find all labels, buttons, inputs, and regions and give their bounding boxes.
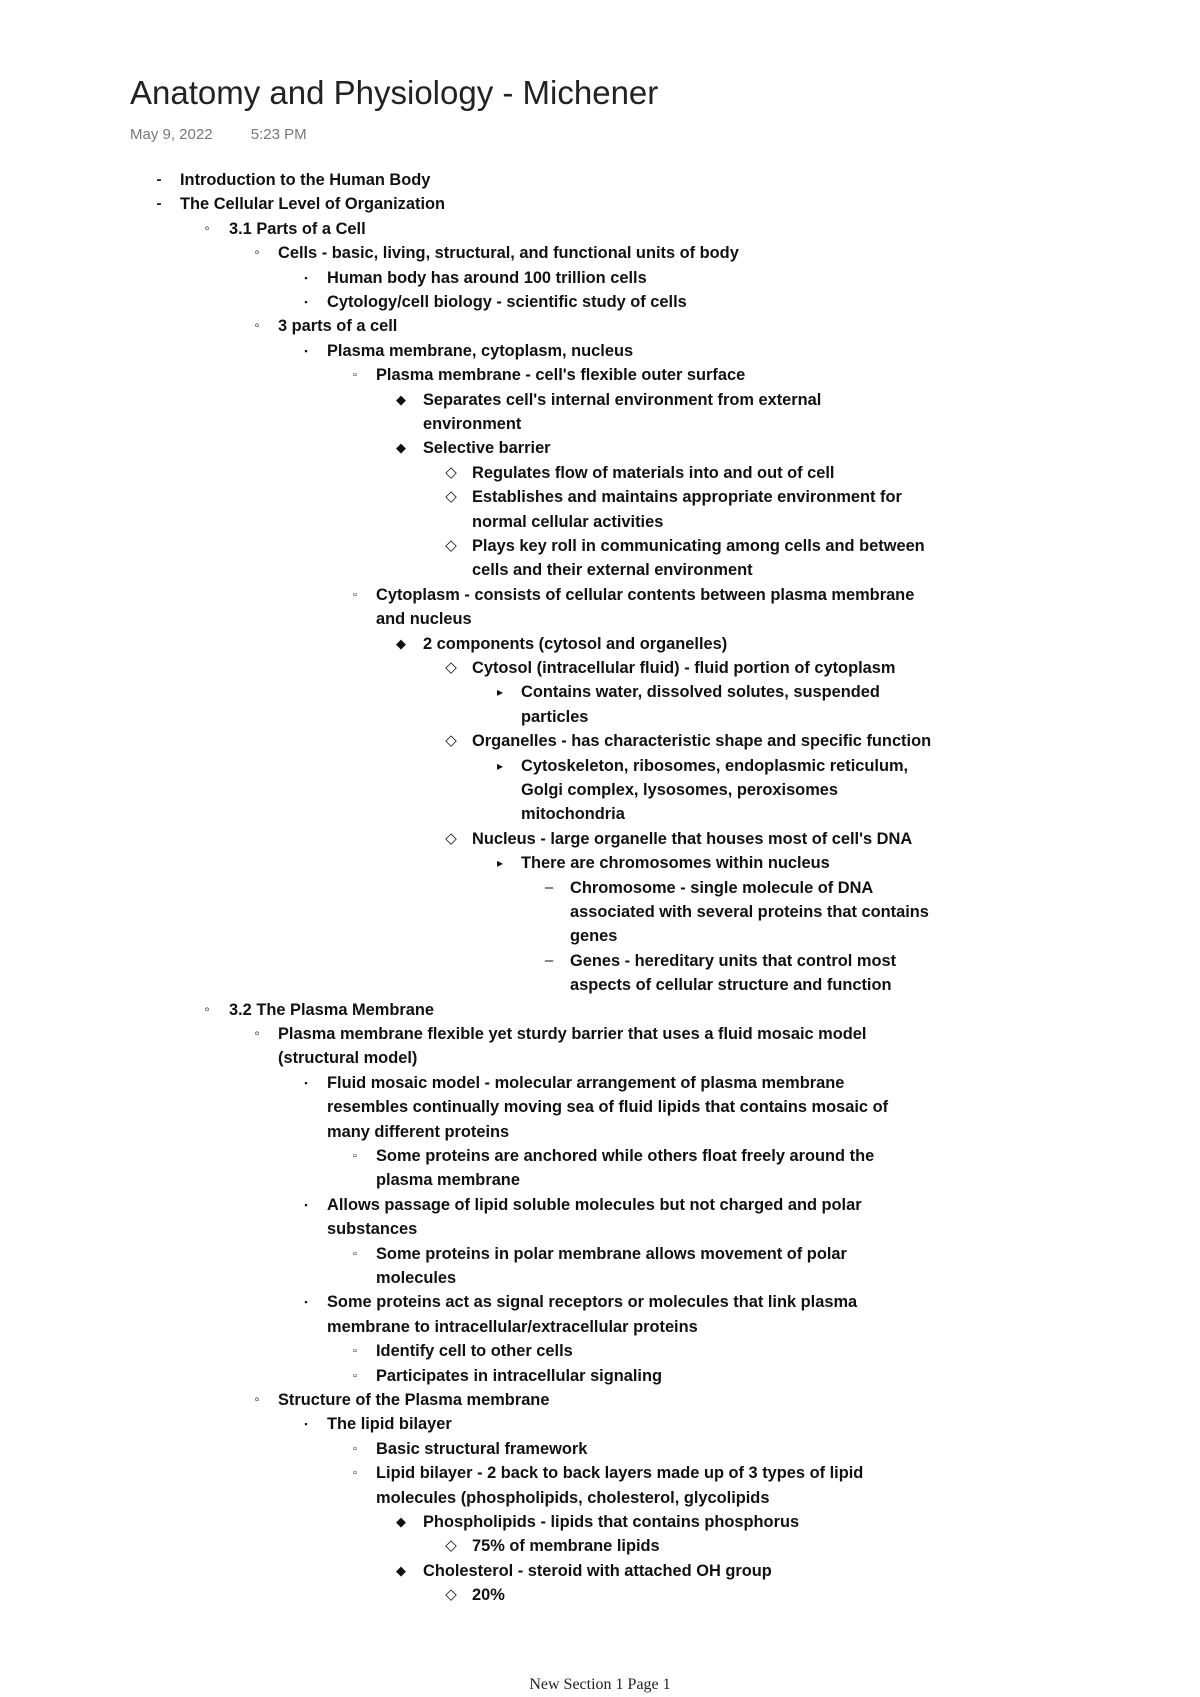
page-title: Anatomy and Physiology - Michener xyxy=(130,74,659,111)
dash-bullet-icon: - xyxy=(156,171,162,188)
hollow-circle-bullet-icon: ◦ xyxy=(204,1000,210,1018)
outline-item-continuation: genes xyxy=(570,927,618,946)
outline-item: Identify cell to other cells xyxy=(376,1342,573,1361)
page-date: May 9, 2022 xyxy=(130,126,213,143)
small-square-bullet-icon: ▪ xyxy=(304,272,308,283)
outline-item: Structure of the Plasma membrane xyxy=(278,1391,550,1409)
small-square-bullet-icon: ▪ xyxy=(304,1419,308,1430)
outline-item: Participates in intracellular signaling xyxy=(376,1366,663,1385)
outline-item: Contains water, dissolved solutes, suspended xyxy=(521,683,880,702)
outline-item: Regulates flow of materials into and out of cell xyxy=(472,463,835,482)
outline-item-continuation: molecules (phospholipids, cholesterol, glycolipids xyxy=(376,1488,770,1507)
outline-item: 2 components (cytosol and organelles) xyxy=(423,634,728,653)
hollow-square-bullet-icon: ▫ xyxy=(353,588,357,601)
outline-item: Plasma membrane, cytoplasm, nucleus xyxy=(327,341,634,360)
outline-item: Plasma membrane - cell's flexible outer surface xyxy=(376,366,746,385)
outline-item: Introduction to the Human Body xyxy=(180,171,431,189)
outline-item: Genes - hereditary units that control most xyxy=(570,951,897,970)
diamond-hollow-bullet-icon: ◇ xyxy=(445,537,457,554)
outline-item-continuation: cells and their external environment xyxy=(472,561,753,580)
outline-item: Separates cell's internal environment from external xyxy=(423,390,822,409)
outline-item: 20% xyxy=(472,1586,505,1605)
outline-item: The Cellular Level of Organization xyxy=(180,195,446,214)
hollow-square-bullet-icon: ▫ xyxy=(353,1467,357,1480)
outline-item-continuation: substances xyxy=(327,1220,418,1239)
diamond-hollow-bullet-icon: ◇ xyxy=(445,659,457,676)
diamond-hollow-bullet-icon: ◇ xyxy=(445,1586,457,1604)
outline-item: Nucleus - large organelle that houses most of cell's DNA xyxy=(472,829,913,848)
outline-item: Cytosol (intracellular fluid) - fluid portion of cytoplasm xyxy=(472,659,896,677)
small-square-bullet-icon: ▪ xyxy=(304,1077,308,1088)
outline-item: Fluid mosaic model - molecular arrangement of plasma membrane xyxy=(327,1073,845,1092)
hollow-square-bullet-icon: ▫ xyxy=(353,369,357,382)
outline-item: 75% of membrane lipids xyxy=(472,1537,660,1556)
outline-item: Cytology/cell biology - scientific study of cells xyxy=(327,293,687,311)
outline-item-continuation: Golgi complex, lysosomes, peroxisomes xyxy=(521,781,839,799)
diamond-hollow-bullet-icon: ◇ xyxy=(445,1537,457,1555)
outline-item-continuation: normal cellular activities xyxy=(472,512,664,531)
outline-item: Chromosome - single molecule of DNA xyxy=(570,878,874,897)
outline-item-continuation: associated with several proteins that contains xyxy=(570,903,929,921)
outline-item: Lipid bilayer - 2 back to back layers made up of 3 types of lipid xyxy=(376,1464,864,1483)
diamond-filled-bullet-icon: ◆ xyxy=(396,1514,406,1529)
small-square-bullet-icon: ▪ xyxy=(304,297,308,307)
triangle-bullet-icon: ▸ xyxy=(496,685,504,700)
outline-item: Plays key roll in communicating among cells and between xyxy=(472,537,925,555)
diamond-filled-bullet-icon: ◆ xyxy=(396,1562,406,1578)
outline-item: Selective barrier xyxy=(423,439,551,458)
diamond-filled-bullet-icon: ◆ xyxy=(396,391,406,407)
hollow-circle-bullet-icon: ◦ xyxy=(204,219,210,237)
outline-item: Human body has around 100 trillion cells xyxy=(327,268,647,287)
outline-item: The lipid bilayer xyxy=(327,1415,452,1434)
outline-item: Establishes and maintains appropriate environment for xyxy=(472,488,902,507)
outline-item: Cytoplasm - consists of cellular contents between plasma membrane xyxy=(376,585,915,604)
diamond-hollow-bullet-icon: ◇ xyxy=(445,829,457,847)
outline-item-continuation: aspects of cellular structure and function xyxy=(570,976,892,995)
outline-item: 3 parts of a cell xyxy=(278,317,398,336)
hollow-square-bullet-icon: ▫ xyxy=(353,1345,357,1358)
triangle-bullet-icon: ▸ xyxy=(496,856,504,871)
diamond-hollow-bullet-icon: ◇ xyxy=(445,488,457,506)
diamond-hollow-bullet-icon: ◇ xyxy=(445,732,457,750)
hollow-circle-bullet-icon: ◦ xyxy=(254,317,260,335)
outline-item-continuation: and nucleus xyxy=(376,610,472,629)
diamond-filled-bullet-icon: ◆ xyxy=(396,635,406,651)
outline-item: 3.1 Parts of a Cell xyxy=(229,219,366,238)
outline-item: Cholesterol - steroid with attached OH group xyxy=(423,1561,772,1580)
outline-item: 3.2 The Plasma Membrane xyxy=(229,1000,434,1019)
hollow-square-bullet-icon: ▫ xyxy=(353,1369,357,1382)
page-footer: New Section 1 Page 1 xyxy=(529,1676,671,1693)
outline-item: Cytoskeleton, ribosomes, endoplasmic reticulum, xyxy=(521,756,909,775)
outline-item: Cells - basic, living, structural, and functional units of body xyxy=(278,244,739,263)
outline-item: Basic structural framework xyxy=(376,1439,588,1458)
small-square-bullet-icon: ▪ xyxy=(304,345,308,356)
outline-item: Some proteins in polar membrane allows movement of polar xyxy=(376,1244,847,1263)
outline-item-continuation: plasma membrane xyxy=(376,1171,520,1190)
em-dash-bullet-icon: – xyxy=(544,878,554,896)
outline-item: There are chromosomes within nucleus xyxy=(521,854,830,873)
outline-item-continuation: many different proteins xyxy=(327,1122,510,1141)
outline-item: Plasma membrane flexible yet sturdy barrier that uses a fluid mosaic model xyxy=(278,1025,867,1043)
outline-item-continuation: particles xyxy=(521,707,589,726)
diamond-hollow-bullet-icon: ◇ xyxy=(445,463,457,481)
outline-item-continuation: (structural model) xyxy=(278,1049,418,1068)
outline-item-continuation: environment xyxy=(423,415,522,433)
em-dash-bullet-icon: – xyxy=(544,951,554,969)
hollow-square-bullet-icon: ▫ xyxy=(353,1442,357,1455)
hollow-circle-bullet-icon: ◦ xyxy=(254,1025,260,1042)
small-square-bullet-icon: ▪ xyxy=(304,1297,308,1308)
outline-item-continuation: molecules xyxy=(376,1269,457,1287)
outline-item-continuation: resembles continually moving sea of fluid lipids that contains mosaic of xyxy=(327,1098,889,1117)
outline-item-continuation: membrane to intracellular/extracellular proteins xyxy=(327,1317,698,1336)
page-time: 5:23 PM xyxy=(250,126,307,143)
outline-item: Allows passage of lipid soluble molecules but not charged and polar xyxy=(327,1195,862,1214)
outline-item: Phospholipids - lipids that contains phosphorus xyxy=(423,1513,800,1531)
hollow-circle-bullet-icon: ◦ xyxy=(254,1391,260,1408)
outline-item-continuation: mitochondria xyxy=(521,805,625,824)
outline-item: Some proteins are anchored while others float freely around the xyxy=(376,1147,875,1165)
small-square-bullet-icon: ▪ xyxy=(304,1199,308,1210)
outline-item: Some proteins act as signal receptors or molecules that link plasma xyxy=(327,1293,858,1312)
diamond-filled-bullet-icon: ◆ xyxy=(396,440,406,456)
dash-bullet-icon: - xyxy=(156,195,162,213)
hollow-square-bullet-icon: ▫ xyxy=(353,1247,357,1260)
triangle-bullet-icon: ▸ xyxy=(496,758,504,773)
hollow-square-bullet-icon: ▫ xyxy=(353,1150,357,1162)
hollow-circle-bullet-icon: ◦ xyxy=(254,244,260,262)
outline-item: Organelles - has characteristic shape and specific function xyxy=(472,732,932,751)
page-meta xyxy=(130,126,307,143)
